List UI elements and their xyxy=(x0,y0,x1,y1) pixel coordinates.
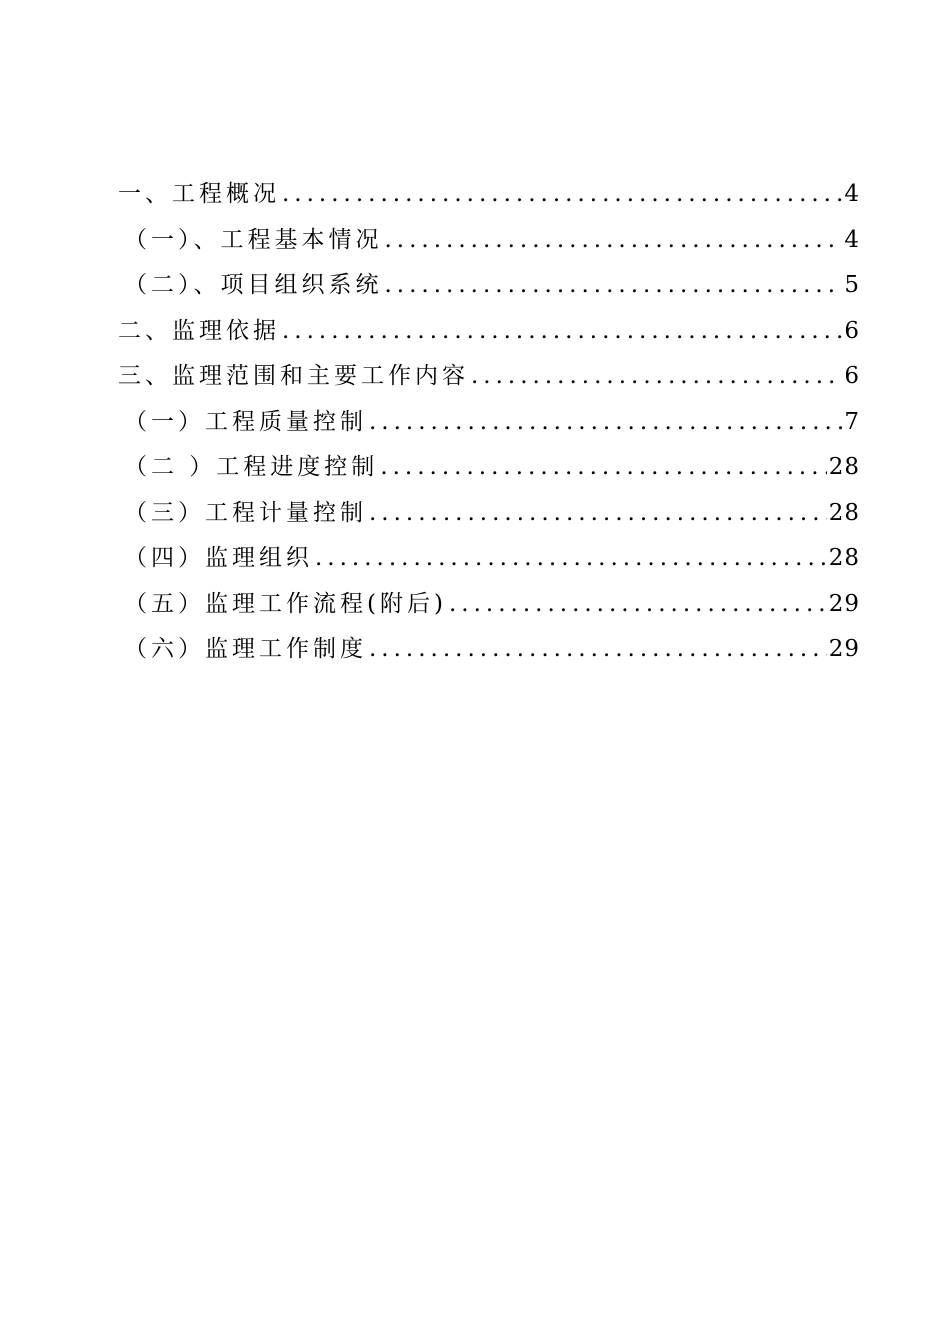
toc-entry[interactable] xyxy=(118,400,860,446)
toc-entry-title: （二 ）工程进度控制 xyxy=(124,454,379,480)
toc-page-number: 28 xyxy=(828,545,860,571)
toc-page-number: 7 xyxy=(844,408,860,435)
toc-dot-leader xyxy=(369,491,827,537)
toc-page-number: 29 xyxy=(828,636,860,662)
toc-entry[interactable] xyxy=(118,172,860,218)
toc-entry-title: （六）监理工作制度 xyxy=(124,636,367,662)
toc-dot-leader xyxy=(282,309,842,355)
toc-dot-leader xyxy=(315,536,827,582)
toc-dot-leader xyxy=(282,172,842,218)
toc-dot-leader xyxy=(385,218,843,264)
toc-entry[interactable] xyxy=(118,218,860,264)
toc-page-number: 4 xyxy=(844,181,860,207)
toc-page-number: 6 xyxy=(844,317,860,344)
toc-entry[interactable] xyxy=(118,491,860,537)
toc-page-number: 5 xyxy=(844,272,860,298)
toc-entry-title: 一、工程概况 xyxy=(118,181,280,207)
toc-entry-title: 三、监理范围和主要工作内容 xyxy=(118,363,469,389)
toc-entry[interactable] xyxy=(118,354,860,400)
toc-dot-leader xyxy=(369,627,827,673)
toc-dot-leader xyxy=(380,445,826,491)
toc-entry-title: （三）工程计量控制 xyxy=(124,499,367,526)
toc-entry[interactable] xyxy=(118,309,860,355)
table-of-contents xyxy=(118,172,860,673)
toc-entry-title: （一）工程质量控制 xyxy=(124,408,367,435)
toc-entry[interactable] xyxy=(118,536,860,582)
toc-entry-title: 二、监理依据 xyxy=(118,317,280,344)
toc-entry[interactable] xyxy=(118,627,860,673)
toc-page-number: 4 xyxy=(844,226,860,253)
toc-entry-title: （一）、工程基本情况 xyxy=(124,226,383,253)
toc-entry[interactable] xyxy=(118,582,860,628)
toc-dot-leader xyxy=(471,354,842,400)
toc-page-number: 29 xyxy=(828,590,860,617)
toc-entry-title: （四）监理组织 xyxy=(124,545,313,571)
toc-dot-leader xyxy=(449,582,827,628)
toc-page-number: 6 xyxy=(844,363,860,389)
toc-entry[interactable] xyxy=(118,263,860,309)
toc-page-number: 28 xyxy=(828,499,860,526)
toc-page-number: 28 xyxy=(828,454,860,480)
toc-entry-title: （二）、项目组织系统 xyxy=(124,272,383,298)
toc-entry-title: （五）监理工作流程(附后) xyxy=(124,590,447,617)
toc-dot-leader xyxy=(385,263,843,309)
toc-entry[interactable] xyxy=(118,445,860,491)
toc-dot-leader xyxy=(369,400,842,446)
